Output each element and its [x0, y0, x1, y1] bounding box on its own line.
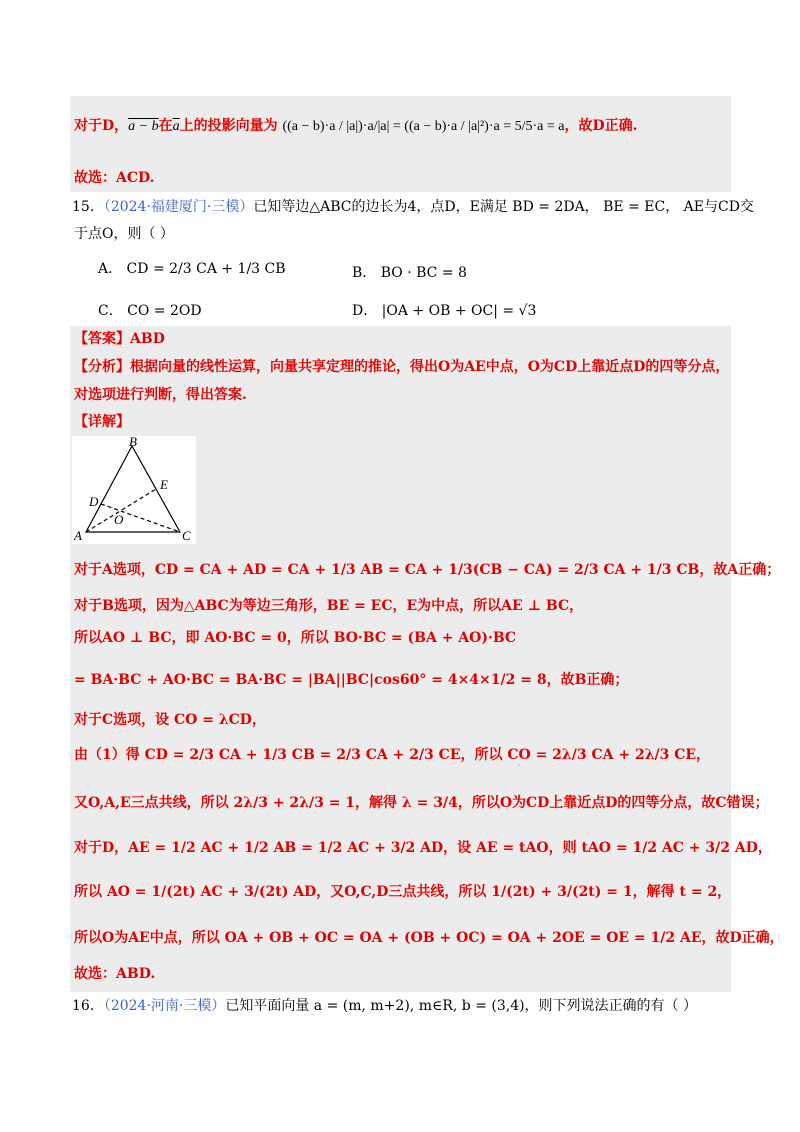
- q15-solution-c2: 由（1）得 CD = 2/3 CA + 1/3 CB = 2/3 CA + 2/3 CE，所以 CO = 2λ/3 CA + 2λ/3 CE，: [74, 747, 711, 763]
- q16-stem: [72, 996, 697, 1016]
- label-e: E: [160, 477, 168, 492]
- q15-number: 15．: [72, 199, 104, 215]
- label-c: C: [182, 528, 191, 543]
- q15-solution-d3: 所以O为AE中点，所以 OA + OB + OC = OA + (OB + OC) = OA + 2OE = OE = 1/2 AE，故D正确，: [74, 930, 784, 946]
- q15-solution-d2: 所以 AO = 1/(2t) AC + 3/(2t) AD，又O,C,D三点共线，所以 1/(2t) + 3/(2t) = 1，解得 t = 2，: [74, 884, 732, 900]
- q15-solution-b2: 所以AO ⊥ BC，即 AO·BC = 0，所以 BO·BC = (BA + AO)·BC: [74, 630, 517, 646]
- label-o: O: [114, 512, 124, 527]
- label-b: B: [129, 436, 137, 449]
- q15-option-a: A． CD = 2/3 CA + 1/3 CB: [98, 261, 286, 277]
- q15-analysis-line2: 对选项进行判断，得出答案.: [74, 387, 247, 403]
- q16-source: （2024·河南·三模）: [103, 998, 226, 1014]
- q15-option-c: C． CO = 2OD: [98, 303, 202, 319]
- q15-solution-a: 对于A选项，CD = CA + AD = CA + 1/3 AB = CA + 1/3(CB − CA) = 2/3 CA + 1/3 CB，故A正确；: [74, 562, 781, 578]
- q15-detail-label: 【详解】: [74, 414, 130, 430]
- q15-solution-c3: 又O,A,E三点共线，所以 2λ/3 + 2λ/3 = 1，解得 λ = 3/4，所以O为CD上靠近点D的四等分点，故C错误；: [74, 795, 769, 811]
- q14-choice: 故选：ACD.: [74, 170, 155, 186]
- q15-solution-c1: 对于C选项，设 CO = λCD，: [74, 712, 266, 728]
- label-d: D: [89, 494, 99, 509]
- q15-option-d: D． |OA + OB + OC| = √3: [352, 303, 537, 319]
- q14-option-d-solution: 对于D，a − b在$\overline{a}$上的投影向量为 ((a − b)·a / |a|)·a/|a| = ((a − b)·a / |a|²)·a = 5/5·a = a，故D正确.: [74, 118, 638, 134]
- q15-solution-b3: = BA·BC + AO·BC = BA·BC = |BA||BC|cos60° = 4×4×1/2 = 8，故B正确；: [74, 672, 629, 688]
- q15-analysis-line1: 【分析】根据向量的线性运算，向量共享定理的推论，得出O为AE中点，O为CD上靠近点D的四等分点，: [74, 359, 730, 375]
- q14-projection-expression: ((a − b)·a / |a|)·a/|a| = ((a − b)·a / |a|²)·a = 5/5·a = a: [282, 119, 565, 134]
- q15-stem-text: 已知等边△ABC的边长为4，点D，E满足 BD = 2DA， BE = EC， AE与CD交: [253, 199, 754, 215]
- q16-stem-text: 已知平面向量 a = (m, m+2), m∈R, b = (3,4)，则下列说法正确的有（ ）: [225, 998, 698, 1014]
- q16-number: 16．: [72, 998, 104, 1014]
- q15-source: （2024·福建厦门·三模）: [103, 199, 254, 215]
- q15-stem-line1: [72, 197, 754, 217]
- q15-option-b: B． BO · BC = 8: [352, 265, 467, 281]
- triangle-figure: [72, 436, 196, 544]
- q15-solution-d1: 对于D，AE = 1/2 AC + 1/2 AB = 1/2 AC + 3/2 AD，设 AE = tAO，则 tAO = 1/2 AC + 3/2 AD，: [74, 840, 772, 856]
- label-a: A: [74, 528, 82, 543]
- q15-choice: 故选：ABD.: [74, 966, 156, 982]
- q15-stem-line2: 于点O，则（ ）: [74, 226, 174, 242]
- solution-block-q14: [70, 96, 731, 192]
- q15-answer: 【答案】ABD: [74, 331, 165, 347]
- q15-solution-b1: 对于B选项，因为△ABC为等边三角形，BE = EC，E为中点，所以AE ⊥ BC，: [74, 598, 584, 614]
